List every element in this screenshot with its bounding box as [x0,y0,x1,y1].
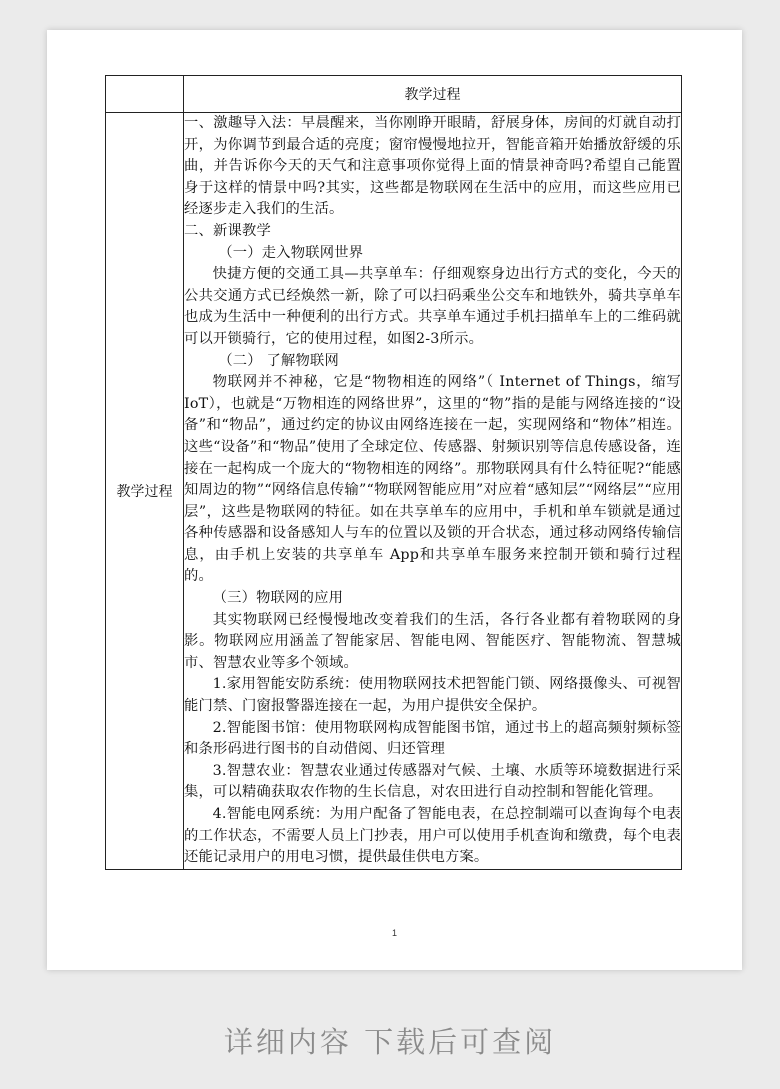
list-item-4: 4.智能电网系统：为用户配备了智能电表，在总控制端可以查询每个电表的工作状态，不需要人员上门抄表，用户可以使用手机查询和缴费，每个电表还能记录用户的用电习惯，提供最佳供电方案。 [184,806,681,866]
header-empty-cell [106,76,184,113]
header-title: 教学过程 [184,76,682,113]
table-body-row [106,113,682,870]
table-header-row [106,76,682,113]
heading-new-lesson: 二、新课教学 [184,222,271,239]
list-item-2: 2.智能图书馆：使用物联网构成智能图书馆，通过书上的超高频射频标签和条形码进行图书的自动借阅、归还管理 [184,719,681,758]
document-page [47,30,742,970]
paragraph-intro: 一、激趣导入法：早晨醒来，当你刚睁开眼睛，舒展身体，房间的灯就自动打开，为你调节到最合适的亮度；窗帘慢慢地拉开，智能音箱开始播放舒缓的乐曲，并告诉你今天的天气和注意事项你觉得上面的情景神奇吗?希望自己能置身于这样的情景中吗?其实，这些都是物联网在生活中的应用，而这些应用已经逐步走入我们的生活。 [184,115,681,218]
paragraph-iot-applications: 其实物联网已经慢慢地改变着我们的生活，各行各业都有着物联网的身影。物联网应用涵盖了智能家居、智能电网、智能医疗、智能物流、智慧城市、智慧农业等多个领域。 [184,611,681,671]
paragraph-shared-bike: 快捷方便的交通工具—共享单车：仔细观察身边出行方式的变化，今天的公共交通方式已经焕然一新，除了可以扫码乘坐公交车和地铁外，骑共享单车也成为生活中一种便利的出行方式。共享单车通过手机扫描单车上的二维码就可以开锁骑行，它的使用过程，如图2-3所示。 [184,266,681,347]
lesson-table [105,75,682,870]
list-item-3: 3.智慧农业：智慧农业通过传感器对气候、土壤、水质等环境数据进行采集，可以精确获取农作物的生长信息，对农田进行自动控制和智能化管理。 [184,762,681,801]
footer-caption: 详细内容 下载后可查阅 [223,1025,557,1059]
paragraph-iot-definition: 物联网并不神秘，它是“物物相连的网络”（ Internet of Things，缩写 IoT），也就是“万物相连的网络世界”，这里的“物”指的是能与网络连接的“设备”和“物品”，通过约定的协议由网络连接在一起，实现网络和“物体”相连。这些“设备”和“物品”使用了全球定位、传感器、射频识别等信息传感设备，连接在一起构成一个庞大的“物物相连的网络”。那物联网具有什么特征呢?“能感知周边的物”“网络信息传输”“物联网智能应用”对应着“感知层”“网络层”“应用层”，这些是物联网的特征。如在共享单车的应用中，手机和单车锁就是通过各种传感器和设备感知人与车的位置以及锁的开合状态，通过移动网络传输信息，由手机上安装的共享单车 App和共享单车服务来控制开锁和骑行过程的。 [184,374,681,585]
subheading-2: （二） 了解物联网 [218,352,340,369]
body-cell [184,113,682,870]
subheading-1: （一）走入物联网世界 [218,244,364,261]
list-item-1: 1.家用智能安防系统：使用物联网技术把智能门锁、网络摄像头、可视智能门禁、门窗报警器连接在一起，为用户提供安全保护。 [184,676,681,715]
page-number: 1 [391,928,397,938]
side-label: 教学过程 [106,113,184,870]
subheading-3: （三）物联网的应用 [212,590,344,607]
